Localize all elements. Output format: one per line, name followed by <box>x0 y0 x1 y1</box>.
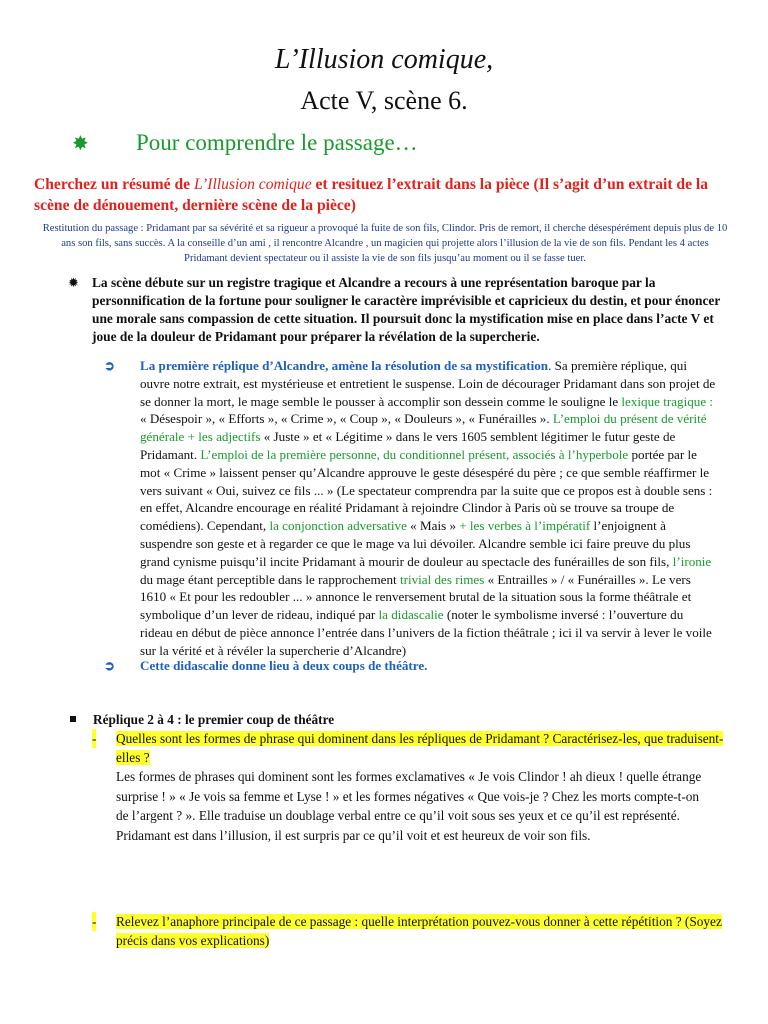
analysis-text: (noter le symbolisme inversé : l’ouverture du rideau en début de pièce annonce l’entrée dans l’univers de la fiction théâtrale ; ici il va servir à lever le voile sur la vérité et à révéler la supercherie d’Alcandre) <box>140 607 712 658</box>
star-icon: ✸ <box>72 133 89 155</box>
analysis-text: du mage étant perceptible dans le rapprochement <box>140 571 400 587</box>
analysis-text: « Entrailles » / « Funérailles ». Le vers 1610 « Et pour les redoubler ... » annonce le renversement brutal de la situation sous la forme théâtrale et symbolique d’un lever de rideau, indiqué par <box>140 571 692 623</box>
instruction-italic-title: L’Illusion comique <box>193 176 312 193</box>
question-1 <box>92 729 732 767</box>
analysis-arrow-item-2 <box>104 657 716 675</box>
play-title: L’Illusion comique, <box>274 44 494 75</box>
analysis-paragraph <box>140 357 716 660</box>
replique-heading <box>70 712 334 728</box>
analysis-highlight: + les verbes à l’impératif <box>459 518 591 534</box>
analysis-text: . Sa première réplique, qui ouvre notre extrait, est mystérieuse et entretient le suspense. Loin de décourager Pridamant dans son projet de se donner la mort, le mage semble le pousser à accomplir son dessein comme le souligne le <box>140 358 716 409</box>
replique-heading-text: Réplique 2 à 4 : le premier coup de théâtre <box>93 712 335 727</box>
arrow-bullet-icon: ➲ <box>104 358 115 373</box>
answer-1: Les formes de phrases qui dominent sont les formes exclamatives « Je vois Clindor ! ah dieux ! quelle étrange surprise ! » « Je vois sa femme et Lyse ! » et les formes négatives « Que vois-je ? Chez les morts compte-t-on de l’argent ? ». Elle traduise un doublage verbal entre ce qu’il voit sous ses yeux et ce qu’il est représenté. Pridamant est dans l’illusion, il est surpris par ce qu’il voit et est heureux de voir son fils. <box>116 769 702 843</box>
analysis-text: « Mais » <box>406 518 460 534</box>
section-heading-text: Pour comprendre le passage… <box>136 130 418 155</box>
star-bullet-icon: ✹ <box>68 275 79 290</box>
analysis-arrow-item-1 <box>104 357 716 660</box>
instruction-part2: et resituez l’extrait dans la pièce (Il s’agit d’un extrait de la scène de dénouement, dernière scène de la pièce) <box>34 176 709 214</box>
dash-bullet: - <box>92 731 97 746</box>
analysis-lead: La première réplique d’Alcandre, amène la résolution de sa mystification <box>140 358 549 373</box>
question-1-text-wrap <box>116 729 732 767</box>
dash-bullet: - <box>92 914 97 929</box>
instruction-part1: Cherchez un résumé de <box>34 176 194 193</box>
analysis-highlight: la conjonction adversative <box>269 518 407 534</box>
analysis-highlight: trivial des rimes <box>399 571 485 587</box>
question-2-text-wrap <box>116 912 732 950</box>
act-scene-title: Acte V, scène 6. <box>300 86 468 115</box>
analysis-text: « Désespoir », « Efforts », « Crime », « Coup », « Douleurs », « Funérailles ». <box>140 411 553 427</box>
question-2-text: Relevez l’anaphore principale de ce passage : quelle interprétation pouvez-vous donner à cette répétition ? (Soyez précis dans vos explications) <box>116 914 722 948</box>
square-bullet-icon <box>70 716 76 722</box>
section-heading <box>72 130 418 156</box>
instruction-text <box>34 174 734 216</box>
analysis-text: l’enjoignent à suspendre son geste et à regarder ce que le mage va lui dévoiler. Alcandre semble ici faire preuve du plus grand cynisme puisqu’il incite Pridamant à mourir de douleur au spectacle des funérailles de son fils, <box>140 518 691 569</box>
question-1-text: Quelles sont les formes de phrase qui dominent dans les répliques de Pridamant ? Caractérisez-les, que traduisent-elles ? <box>116 731 724 765</box>
question-2 <box>92 912 732 950</box>
analysis-text: portée par le mot « Crime » laissent penser qu’Alcandre approuve le geste désespéré du père ; ce que semble réaffirmer le vers suivant « Oui, suivez ce fils ... » (Le spectateur comprendra par la suite que ce propos est à double sens : en effet, Alcandre encourage en réalité Pridamant à rejoindre Clindor à Paris où se trouve sa troupe de comédiens). Cependant, <box>140 446 713 534</box>
analysis-highlight: lexique tragique : <box>621 393 714 409</box>
intro-bullet-text: La scène débute sur un registre tragique et Alcandre a recours à une représentation baroque par la personnification de la fortune pour souligner le caractère imprévisible et capricieux du destin, et pour énoncer une morale sans compassion de cette situation. Il poursuit donc la mystification mise en place dans l’acte V et joue de la douleur de Pridamant pour préparer la révélation de la supercherie. <box>92 275 721 344</box>
didascalie-conclusion: Cette didascalie donne lieu à deux coups de théâtre. <box>140 658 428 673</box>
intro-bullet <box>68 274 728 346</box>
restitution-paragraph: Restitution du passage : Pridamant par sa sévérité et sa rigueur a provoqué la fuite de son fils, Clindor. Pris de remort, il cherche désespérément depuis plus de 10 ans son fils, sans succès. A la conseille d’un ami , il rencontre Alcandre , un magicien qui projette alors l’illusion de la vie de son fils. Pendant les 4 actes Pridamant devient spectateur ou il assiste la vie de son fils jusqu’au moment ou il se fasse tuer. <box>42 223 728 264</box>
analysis-highlight: l’ironie <box>672 553 712 569</box>
analysis-highlight: L’emploi du présent de vérité générale + les adjectifs <box>140 411 707 445</box>
analysis-text: « Juste » et « Légitime » dans le vers 1605 semblent légitimer le futur geste de Pridamant. <box>140 429 676 462</box>
analysis-highlight: L’emploi de la première personne, du conditionnel présent, associés à l’hyperbole <box>200 446 629 462</box>
arrow-bullet-icon: ➲ <box>104 658 115 673</box>
analysis-highlight: la didascalie <box>378 607 444 623</box>
